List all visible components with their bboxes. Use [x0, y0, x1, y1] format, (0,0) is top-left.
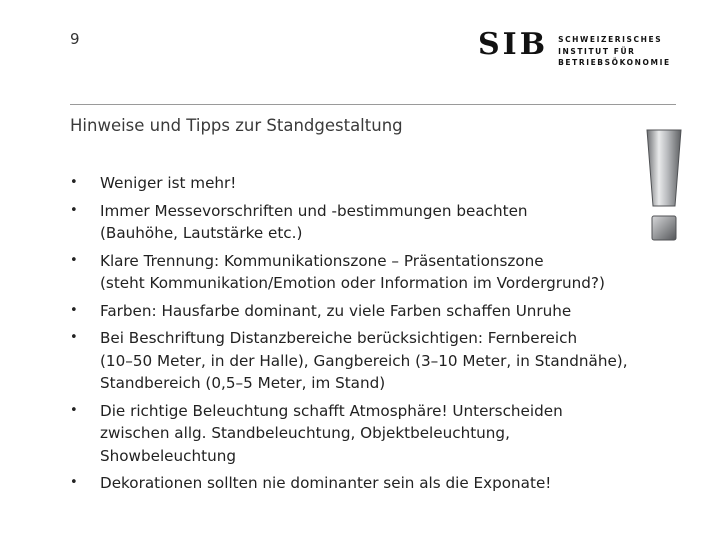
bullet-line: Die richtige Beleuchtung schafft Atmosphäre! Unterscheiden [100, 401, 563, 420]
sib-logo [478, 28, 671, 69]
bullet-line: Dekorationen sollten nie dominanter sein als die Exponate! [100, 474, 552, 492]
list-item [70, 250, 690, 295]
page-number: 9 [70, 30, 80, 48]
bullet-line: (steht Kommunikation/Emotion oder Information im Vordergrund?) [100, 274, 605, 292]
bullet-line: Immer Messevorschriften und -bestimmungen beachten [100, 201, 528, 220]
bullet-line: Standbereich (0,5–5 Meter, im Stand) [100, 374, 386, 392]
header-divider [70, 104, 676, 105]
logo-line-3: BETRIEBSÖKONOMIE [558, 58, 671, 67]
logo-line-1: SCHWEIZERISCHES [558, 35, 663, 44]
list-item [70, 472, 690, 495]
logo-mark: SIB [478, 27, 549, 62]
bullet-dot: • [70, 202, 78, 218]
bullet-line: Farben: Hausfarbe dominant, zu viele Farben schaffen Unruhe [100, 301, 572, 320]
bullet-dot: • [70, 252, 78, 268]
bullet-line: (10–50 Meter, in der Halle), Gangbereich (3–10 Meter, in Standnähe), [100, 351, 628, 370]
list-item [70, 327, 690, 395]
bullet-line: (Bauhöhe, Lautstärke etc.) [100, 224, 303, 242]
bullet-dot: • [70, 402, 78, 418]
bullet-line: Showbeleuchtung [100, 446, 236, 465]
logo-line-2: INSTITUT FÜR [558, 46, 636, 56]
bullet-line: zwischen allg. Standbeleuchtung, Objektbeleuchtung, [100, 424, 510, 442]
bullet-list [70, 172, 690, 500]
bullet-dot: • [70, 330, 78, 345]
bullet-line: Weniger ist mehr! [100, 174, 237, 192]
bullet-dot: • [70, 302, 78, 318]
logo-text [558, 34, 671, 69]
bullet-line: Bei Beschriftung Distanzbereiche berücksichtigen: Fernbereich [100, 329, 578, 347]
slide-title: Hinweise und Tipps zur Standgestaltung [70, 116, 403, 135]
bullet-dot: • [70, 475, 78, 490]
list-item [70, 300, 690, 323]
list-item [70, 200, 690, 245]
list-item [70, 172, 690, 195]
list-item [70, 400, 690, 468]
bullet-line: Klare Trennung: Kommunikationszone – Präsentationszone [100, 251, 544, 270]
bullet-dot: • [70, 175, 78, 190]
